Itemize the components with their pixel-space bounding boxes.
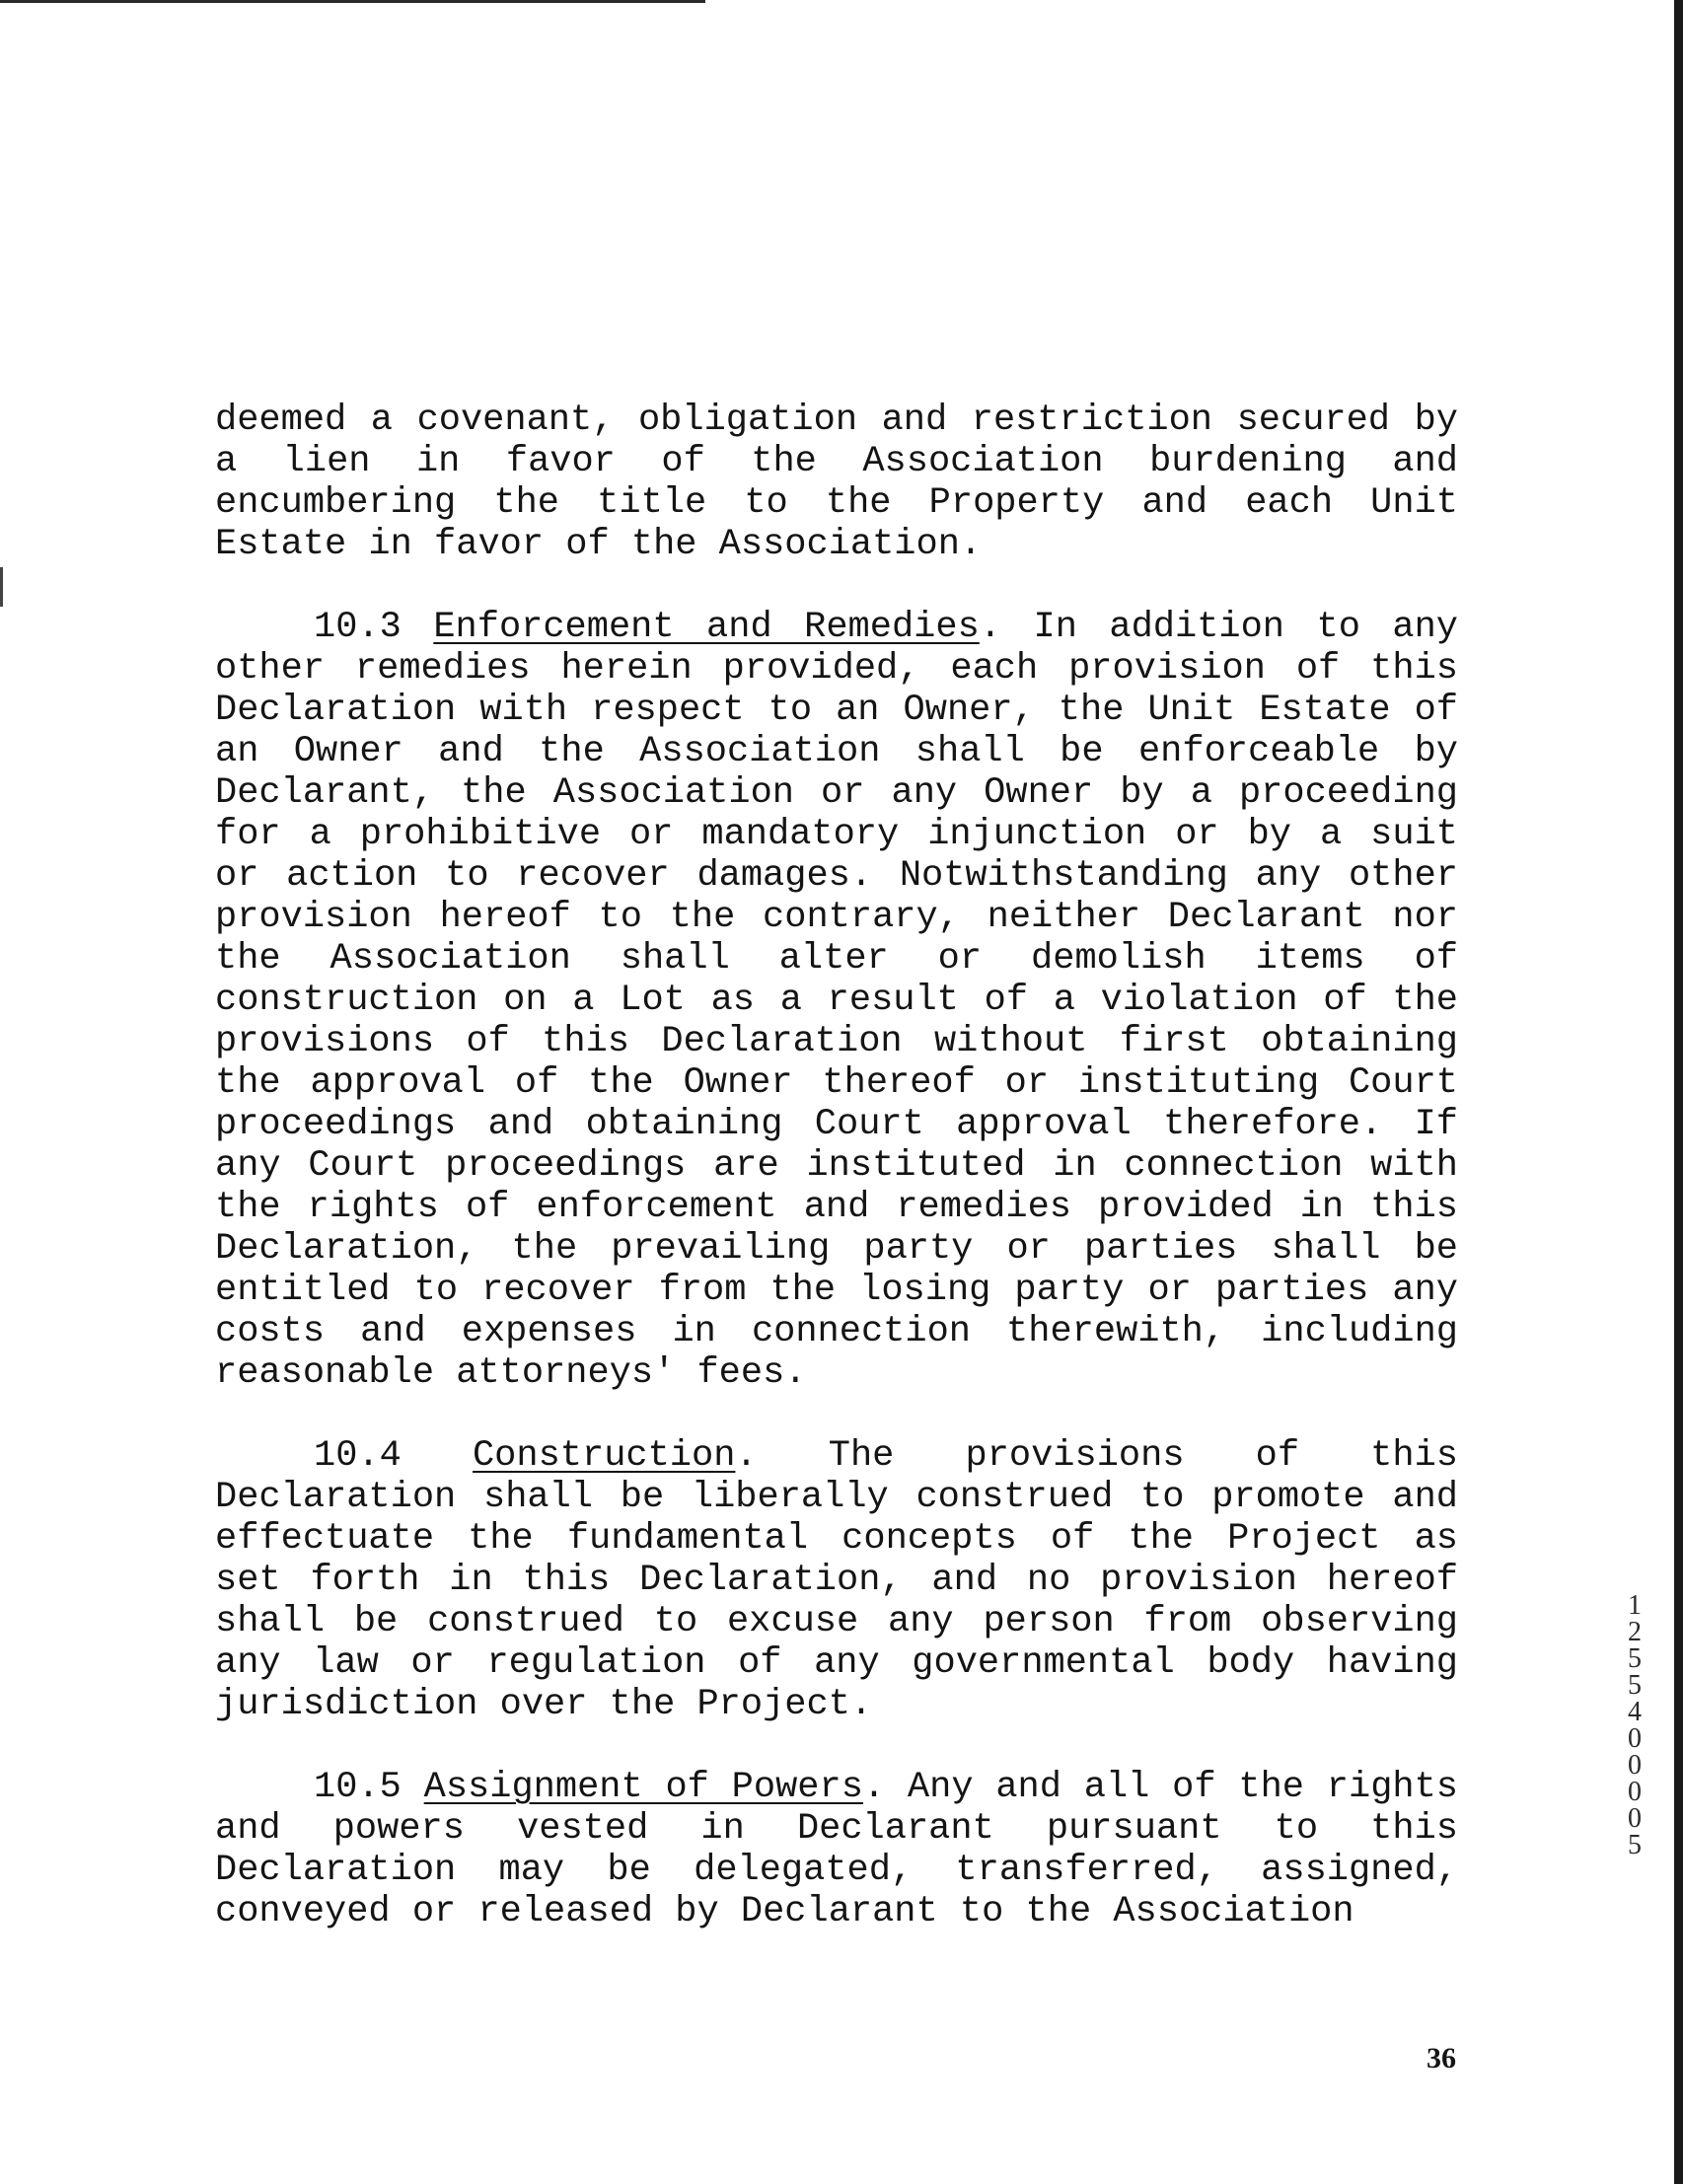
scan-left-mark [0, 567, 3, 607]
section-body: . The provisions of this Declaration shall be liberally construed to promote and effectuate the fundamental concepts of the Project as set forth in this Declaration, and no provision hereof shall be construed to excuse any person from observing any law or regulation of any governmental body having jurisdiction over the Project. [215, 1435, 1458, 1725]
section-heading: Enforcement and Remedies [433, 607, 980, 648]
scan-right-border [1674, 0, 1683, 2184]
document-body [215, 400, 1458, 1932]
page-number: 36 [1427, 2042, 1456, 2075]
section-heading: Construction [472, 1435, 736, 1477]
section-10-5 [215, 1767, 1458, 1932]
section-heading: Assignment of Powers [423, 1767, 863, 1808]
section-10-4 [215, 1435, 1458, 1725]
section-10-3 [215, 607, 1458, 1394]
section-number: 10.4 [314, 1435, 402, 1477]
section-number: 10.3 [314, 607, 402, 648]
scan-top-edge-line [0, 0, 705, 3]
section-body: . Any and all of the rights and powers vested in Declarant pursuant to this Declaration may be delegated, transferred, assigned, conveyed or released by Declarant to the Association [215, 1767, 1459, 1932]
side-stamp-number: 12554 00005 [1628, 1590, 1642, 1860]
section-number: 10.5 [314, 1767, 402, 1808]
paragraph-continuation: deemed a covenant, obligation and restriction secured by a lien in favor of the Association burdening and encumbering the title to the Property and each Unit Estate in favor of the Association. [215, 400, 1458, 565]
section-body: . In addition to any other remedies herein provided, each provision of this Declaration with respect to an Owner, the Unit Estate of an Owner and the Association shall be enforceable by Declarant, the Association or any Owner by a proceeding for a prohibitive or mandatory injunction or by a suit or action to recover damages. Notwithstanding any other provision hereof to the contrary, neither Declarant nor the Association shall alter or demolish items of construction on a Lot as a result of a violation of the provisions of this Declaration without first obtaining the approval of the Owner thereof or instituting Court proceedings and obtaining Court approval therefore. If any Court proceedings are instituted in connection with the rights of enforcement and remedies provided in this Declaration, the prevailing party or parties shall be entitled to recover from the losing party or parties any costs and expenses in connection therewith, including reasonable attorneys' fees. [215, 607, 1459, 1394]
